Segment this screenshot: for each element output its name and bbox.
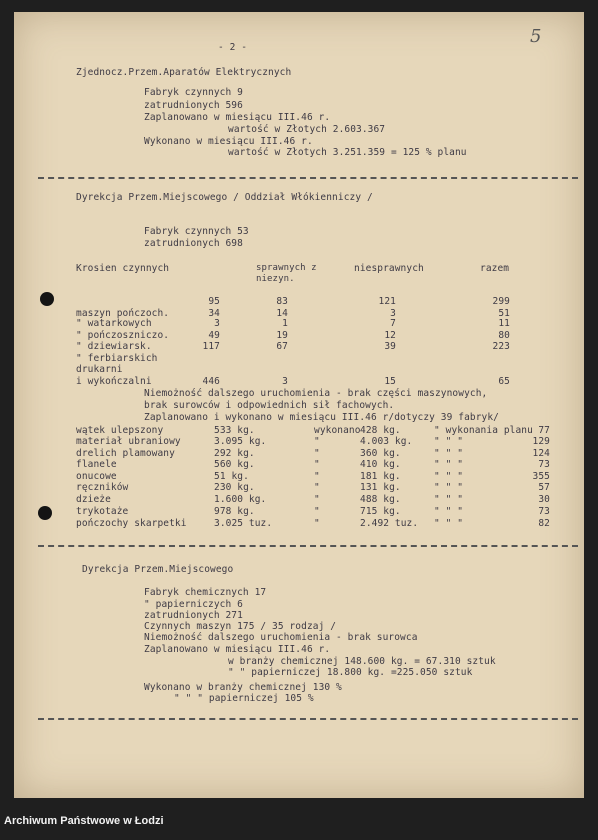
production-cell: 30 — [538, 494, 550, 505]
production-cell: 51 kg. — [214, 471, 249, 482]
section3-line: Niemożność dalszego uruchomienia - brak surowca — [144, 632, 418, 643]
section-divider — [38, 718, 578, 720]
production-cell: 131 kg. — [360, 482, 401, 493]
table-cell: 15 — [384, 376, 396, 387]
section1-line: Fabryk czynnych 9 — [144, 87, 243, 98]
production-item: trykotaże — [76, 506, 129, 517]
production-cell: 2.492 tuz. — [360, 518, 419, 529]
table-cell: 121 — [378, 296, 396, 307]
production-cell: " " " — [434, 436, 464, 447]
table-row-label: i wykończalni — [76, 376, 152, 387]
section2-line: zatrudnionych 698 — [144, 238, 243, 249]
table-cell: 19 — [276, 330, 288, 341]
footer-bar — [0, 800, 598, 840]
table-cell: 446 — [202, 376, 220, 387]
production-cell: " " " — [434, 482, 464, 493]
table-row-label: " pończoszniczo. — [76, 330, 170, 341]
production-cell: " — [314, 494, 320, 505]
table-row-label: " dziewiarsk. — [76, 341, 152, 352]
table-cell: 7 — [390, 318, 396, 329]
table-cell: 117 — [202, 341, 220, 352]
production-cell: 124 — [532, 448, 550, 459]
section2-line: Fabryk czynnych 53 — [144, 226, 249, 237]
production-cell: 715 kg. — [360, 506, 401, 517]
table-cell: 34 — [208, 308, 220, 319]
production-cell: " " " — [434, 459, 464, 470]
production-item: pończochy skarpetki — [76, 518, 187, 529]
table-header-cell: Krosien czynnych — [76, 263, 170, 274]
table-header-cell: razem — [480, 263, 510, 274]
production-cell: " " " — [434, 448, 464, 459]
punch-hole — [40, 292, 54, 306]
production-cell: " — [314, 448, 320, 459]
production-cell: 73 — [538, 459, 550, 470]
table-header-cell: sprawnych z niezyn. — [256, 263, 317, 284]
production-cell: 82 — [538, 518, 550, 529]
production-item: drelich plamowany — [76, 448, 175, 459]
table-row-label: drukarni — [76, 364, 123, 375]
production-cell: 560 kg. — [214, 459, 255, 470]
table-row-label: " ferbiarskich — [76, 353, 158, 364]
table-cell: 12 — [384, 330, 396, 341]
section3-title: Dyrekcja Przem.Miejscowego — [82, 564, 234, 575]
table-cell: 83 — [276, 296, 288, 307]
production-item: wątek ulepszony — [76, 425, 164, 436]
production-cell: 230 kg. — [214, 482, 255, 493]
table-cell: 67 — [276, 341, 288, 352]
production-cell: 410 kg. — [360, 459, 401, 470]
section-divider — [38, 545, 578, 547]
document-page — [14, 12, 584, 798]
production-item: ręczników — [76, 482, 129, 493]
table-cell: 11 — [498, 318, 510, 329]
production-item: flanele — [76, 459, 117, 470]
production-cell: 4.003 kg. — [360, 436, 413, 447]
section3-line: Fabryk chemicznych 17 — [144, 587, 267, 598]
table-cell: 3 — [282, 376, 288, 387]
section3-line: " " " papierniczej 105 % — [174, 693, 314, 704]
production-cell: wykonano — [314, 425, 361, 436]
table-cell: 39 — [384, 341, 396, 352]
production-cell: 428 kg. — [360, 425, 401, 436]
production-item: materiał ubraniowy — [76, 436, 181, 447]
production-item: dzieże — [76, 494, 111, 505]
section3-line: Zaplanowano w miesiącu III.46 r. — [144, 644, 331, 655]
table-cell: 80 — [498, 330, 510, 341]
archive-label: Archiwum Państwowe w Łodzi — [4, 815, 164, 827]
production-cell: 73 — [538, 506, 550, 517]
section1-line: wartość w Złotych 3.251.359 = 125 % planu — [228, 147, 467, 158]
table-row-label: maszyn pończoch. — [76, 308, 170, 319]
section1-line: wartość w Złotych 2.603.367 — [228, 124, 386, 135]
table-cell: 3 — [390, 308, 396, 319]
section3-line: " " papierniczej 18.800 kg. =225.050 sztuk — [228, 667, 473, 678]
production-cell: 360 kg. — [360, 448, 401, 459]
production-cell: 129 — [532, 436, 550, 447]
table-row-label: " watarkowych — [76, 318, 152, 329]
production-cell: 3.025 tuz. — [214, 518, 273, 529]
production-cell: " " " — [434, 518, 464, 529]
production-cell: " — [314, 482, 320, 493]
section-divider — [38, 177, 578, 179]
section1-line: Wykonano w miesiącu III.46 r. — [144, 136, 313, 147]
table-cell: 51 — [498, 308, 510, 319]
table-header-cell: niesprawnych — [354, 263, 424, 274]
production-cell: 3.095 kg. — [214, 436, 267, 447]
section3-line: " papierniczych 6 — [144, 599, 243, 610]
production-cell: " — [314, 471, 320, 482]
production-cell: 533 kg. — [214, 425, 255, 436]
table-cell: 1 — [282, 318, 288, 329]
production-cell: " wykonania planu — [434, 425, 533, 436]
section3-line: Czynnych maszyn 175 / 35 rodzaj / — [144, 621, 337, 632]
production-cell: 1.600 kg. — [214, 494, 267, 505]
production-cell: " — [314, 459, 320, 470]
page-number: - 2 - — [218, 42, 248, 53]
section1-line: zatrudnionych 596 — [144, 100, 243, 111]
table-cell: 3 — [214, 318, 220, 329]
production-cell: " — [314, 436, 320, 447]
production-item: onucowe — [76, 471, 117, 482]
production-cell: 57 — [538, 482, 550, 493]
section1-line: Zaplanowano w miesiącu III.46 r. — [144, 112, 331, 123]
production-cell: 488 kg. — [360, 494, 401, 505]
table-cell: 95 — [208, 296, 220, 307]
table-cell: 49 — [208, 330, 220, 341]
production-cell: " " " — [434, 506, 464, 517]
note-line: Zaplanowano i wykonano w miesiącu III.46 r/dotyczy 39 fabryk/ — [144, 412, 499, 423]
section3-line: zatrudnionych 271 — [144, 610, 243, 621]
table-cell: 223 — [492, 341, 510, 352]
table-cell: 14 — [276, 308, 288, 319]
production-cell: " " " — [434, 471, 464, 482]
section3-line: Wykonano w branży chemicznej 130 % — [144, 682, 342, 693]
production-cell: 978 kg. — [214, 506, 255, 517]
production-cell: 181 kg. — [360, 471, 401, 482]
production-cell: 292 kg. — [214, 448, 255, 459]
table-cell: 65 — [498, 376, 510, 387]
note-line: brak surowców i odpowiednich sił fachowych. — [144, 400, 395, 411]
production-cell: " " " — [434, 494, 464, 505]
punch-hole — [38, 506, 52, 520]
section1-title: Zjednocz.Przem.Aparatów Elektrycznych — [76, 67, 292, 78]
production-cell: " — [314, 518, 320, 529]
table-cell: 299 — [492, 296, 510, 307]
section2-title: Dyrekcja Przem.Miejscowego / Oddział Włókienniczy / — [76, 192, 373, 203]
production-cell: " — [314, 506, 320, 517]
production-cell: 355 — [532, 471, 550, 482]
production-cell: 77 — [538, 425, 550, 436]
section3-line: w branży chemicznej 148.600 kg. = 67.310 sztuk — [228, 656, 496, 667]
note-line: Niemożność dalszego uruchomienia - brak części maszynowych, — [144, 388, 488, 399]
corner-mark: 5 — [530, 26, 542, 47]
